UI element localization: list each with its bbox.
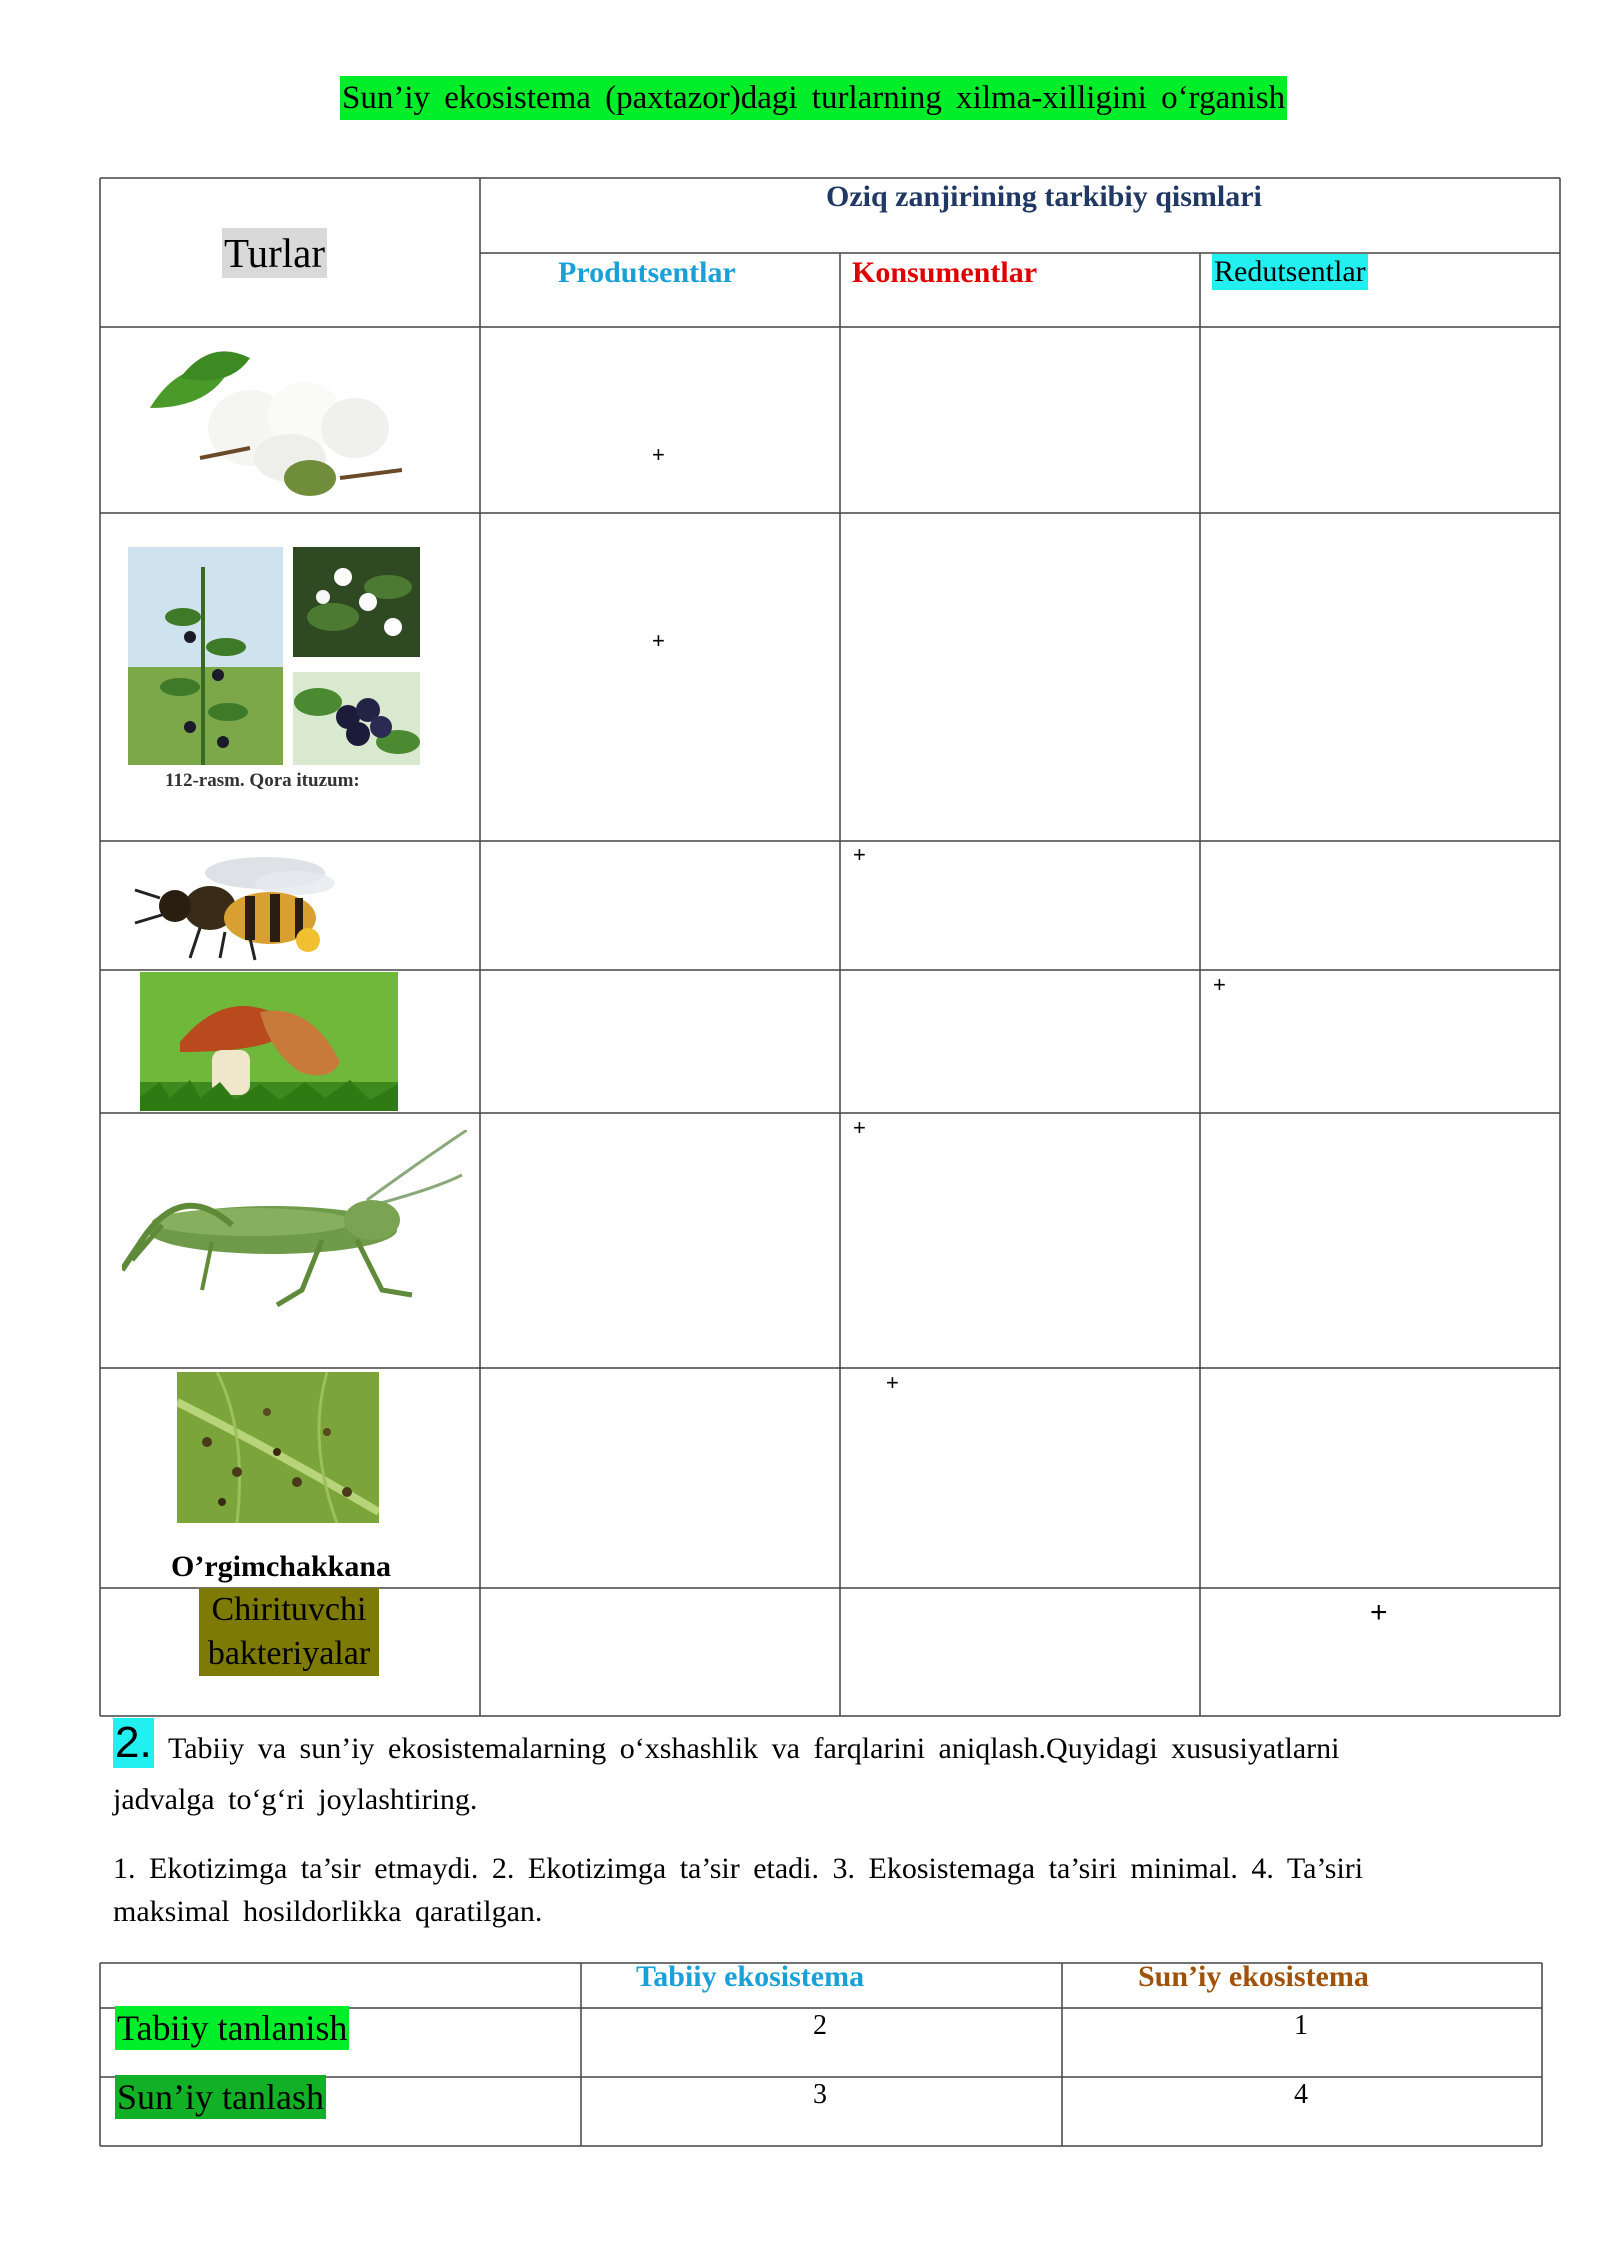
header-decomposers: Redutsentlar <box>1214 255 1366 288</box>
section2-line3: 1. Ekotizimga ta’sir etmaydi. 2. Ekotizimga ta’sir etadi. 3. Ekosistemaga ta’siri minimal. 4. Ta’siri <box>113 1852 1364 1885</box>
cell-natural-selection-natural: 2 <box>813 2010 827 2041</box>
spider-mite-image <box>177 1372 379 1523</box>
cotton-image <box>140 338 402 506</box>
mark-cotton-producer: + <box>652 442 665 467</box>
mark-nightshade-producer: + <box>652 628 665 653</box>
mark-bee-consumer: + <box>853 842 866 867</box>
mark-mushroom-decomposer: + <box>1213 972 1226 997</box>
nightshade-caption: 112-rasm. Qora ituzum: <box>165 770 360 791</box>
cell-natural-selection-artificial: 1 <box>1294 2010 1308 2041</box>
spider-mite-label: O’rgimchakkana <box>171 1550 392 1583</box>
nightshade-plant-image <box>128 547 283 765</box>
nightshade-flowers-image <box>293 547 420 657</box>
nightshade-berries-image <box>293 672 420 765</box>
section-number: 2. <box>115 1718 152 1767</box>
header-food-chain: Oziq zanjirining tarkibiy qismlari <box>826 180 1262 213</box>
row-artificial-selection: Sun’iy tanlash <box>117 2077 324 2117</box>
section2-line4: maksimal hosildorlikka qaratilgan. <box>113 1895 543 1928</box>
page-title: Sun’iy ekosistema (paxtazor)dagi turlarning xilma-xilligini o‘rganish <box>340 76 1287 120</box>
mark-spider-mite-consumer: + <box>886 1370 899 1395</box>
cell-artificial-selection-natural: 3 <box>813 2079 827 2110</box>
row-natural-selection: Tabiiy tanlanish <box>117 2008 348 2048</box>
section2-line2: jadvalga to‘g‘ri joylashtiring. <box>113 1783 478 1816</box>
header-artificial-ecosystem: Sun’iy ekosistema <box>1138 1960 1369 1993</box>
header-species: Turlar <box>224 230 325 276</box>
cell-artificial-selection-artificial: 4 <box>1294 2079 1308 2110</box>
mark-bacteria-decomposer: + <box>1370 1596 1388 1629</box>
header-producers: Produtsentlar <box>558 256 736 289</box>
mushroom-image <box>140 972 398 1111</box>
mark-grasshopper-consumer: + <box>853 1115 866 1140</box>
header-consumers: Konsumentlar <box>852 256 1038 289</box>
bacteria-label: Chirituvchi bakteriyalar <box>199 1588 379 1676</box>
bee-image <box>130 848 345 963</box>
section2-line1: Tabiiy va sun’iy ekosistemalarning o‘xshashlik va farqlarini aniqlash.Quyidagi xususiyatlarni <box>168 1732 1340 1765</box>
header-natural-ecosystem: Tabiiy ekosistema <box>636 1960 865 1993</box>
grasshopper-image <box>122 1130 467 1320</box>
